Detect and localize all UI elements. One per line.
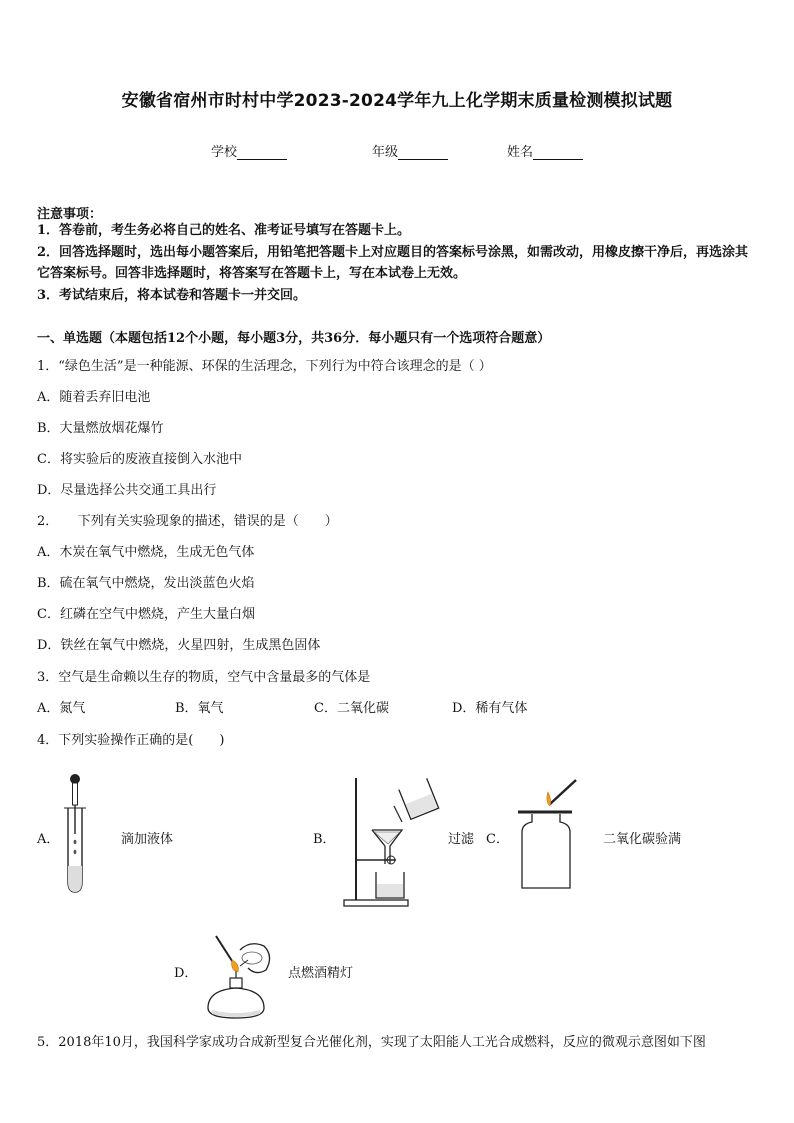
filtration-apparatus-figure xyxy=(338,776,448,908)
q2-option-b: B．硫在氧气中燃烧，发出淡蓝色火焰 xyxy=(37,576,255,591)
q2-stem: 2． 下列有关实验现象的描述，错误的是（ ） xyxy=(37,514,338,529)
q4-option-c-caption: 二氧化碳验满 xyxy=(603,832,682,847)
q3-stem: 3．空气是生命赖以生存的物质，空气中含量最多的气体是 xyxy=(37,670,371,685)
q2-option-a: A．木炭在氧气中燃烧，生成无色气体 xyxy=(37,545,255,560)
notice-item-2: 2．回答选择题时，选出每小题答案后，用铅笔把答题卡上对应题目的答案标号涂黑，如需改动，用橡皮擦干净后，再选涂其它答案标号。回答非选择题时，将答案写在答题卡上，写在本试卷上无效。 xyxy=(37,245,749,281)
q5-stem: 5．2018年10月，我国科学家成功合成新型复合光催化剂，实现了太阳能人工光合成燃料，反应的微观示意图如下图 xyxy=(37,1035,706,1050)
q4-option-d-letter: D． xyxy=(174,966,198,981)
q4-stem: 4．下列实验操作正确的是( ) xyxy=(37,733,225,748)
q4-option-c-letter: C． xyxy=(486,832,509,847)
notice-item-1: 1．答卷前，考生务必将自己的姓名、准考证号填写在答题卡上。 xyxy=(37,223,411,238)
gas-jar-match-figure xyxy=(512,778,582,896)
alcohol-lamp-figure xyxy=(200,930,280,1022)
q1-option-c: C．将实验后的废液直接倒入水池中 xyxy=(37,452,242,467)
q1-option-a: A．随着丢弃旧电池 xyxy=(37,390,151,405)
school-label: 学校 xyxy=(211,145,238,160)
q3-option-c: C．二氧化碳 xyxy=(314,701,389,716)
school-field xyxy=(211,141,287,160)
q4-option-b-caption: 过滤 xyxy=(448,832,475,847)
q3-option-d: D．稀有气体 xyxy=(452,701,528,716)
q1-stem: 1．“绿色生活”是一种能源、环保的生活理念，下列行为中符合该理念的是（ ） xyxy=(37,359,492,374)
grade-label: 年级 xyxy=(372,145,399,160)
name-field xyxy=(507,141,583,160)
dropper-test-tube-figure xyxy=(58,772,94,894)
q4-option-a-letter: A． xyxy=(37,832,60,847)
q1-option-d: D．尽量选择公共交通工具出行 xyxy=(37,483,217,498)
q4-option-d-caption: 点燃酒精灯 xyxy=(288,966,354,981)
school-blank[interactable] xyxy=(237,145,287,160)
q4-option-b-letter: B． xyxy=(313,832,336,847)
grade-blank[interactable] xyxy=(398,145,448,160)
q4-option-a-caption: 滴加液体 xyxy=(121,832,174,847)
q2-option-c: C．红磷在空气中燃烧，产生大量白烟 xyxy=(37,607,255,622)
q2-option-d: D．铁丝在氧气中燃烧，火星四射，生成黑色固体 xyxy=(37,638,321,653)
q3-option-a: A．氮气 xyxy=(37,701,86,716)
section-heading: 一、单选题（本题包括12个小题，每小题3分，共36分．每小题只有一个选项符合题意） xyxy=(37,331,551,346)
grade-field xyxy=(372,141,448,160)
notice-heading: 注意事项： xyxy=(37,207,103,222)
name-blank[interactable] xyxy=(533,145,583,160)
q3-option-b: B．氧气 xyxy=(175,701,224,716)
q1-option-b: B．大量燃放烟花爆竹 xyxy=(37,421,164,436)
page-title: 安徽省宿州市时村中学2023-2024学年九上化学期末质量检测模拟试题 xyxy=(121,91,673,111)
notice-item-3: 3．考试结束后，将本试卷和答题卡一并交回。 xyxy=(37,288,307,303)
name-label: 姓名 xyxy=(507,145,534,160)
